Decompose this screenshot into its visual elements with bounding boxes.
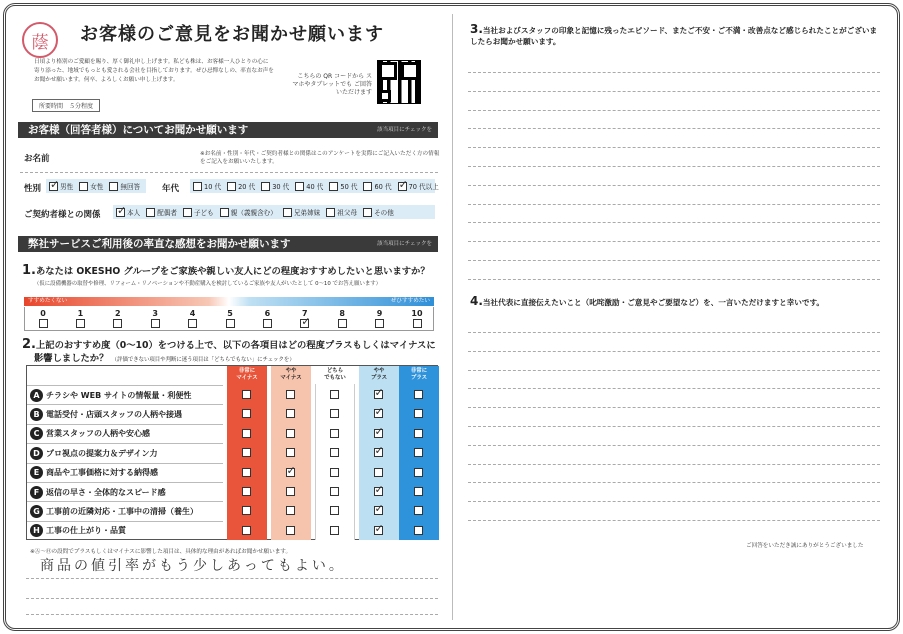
name-label: お名前 (24, 154, 50, 164)
age-checkbox[interactable] (261, 182, 270, 191)
matrix-checkbox[interactable] (242, 526, 251, 535)
matrix-cell[interactable] (271, 521, 311, 540)
matrix-checkbox[interactable] (330, 429, 339, 438)
relation-options (113, 205, 435, 219)
age-option[interactable] (363, 181, 391, 191)
age-checkbox[interactable] (295, 182, 304, 191)
answer-line (26, 598, 438, 599)
score-option[interactable] (295, 309, 315, 328)
matrix-cell[interactable] (315, 463, 355, 482)
matrix-cell[interactable] (359, 443, 399, 462)
matrix-checkbox[interactable] (374, 487, 383, 496)
matrix-cell[interactable] (399, 482, 439, 501)
matrix-row (27, 501, 223, 520)
age-option-label: 30 代 (272, 183, 290, 191)
matrix-checkbox[interactable] (286, 409, 295, 418)
matrix-cell[interactable] (271, 385, 311, 404)
score-option[interactable] (332, 309, 352, 328)
matrix-checkbox[interactable] (414, 409, 423, 418)
section2-hint: 該当項目にチェックを (377, 241, 432, 247)
time-badge: 所要時間 ５分程度 (32, 99, 100, 112)
answer-line[interactable] (468, 370, 880, 371)
age-option[interactable] (227, 181, 255, 191)
matrix-cell[interactable] (271, 482, 311, 501)
matrix-checkbox[interactable] (330, 468, 339, 477)
matrix-checkbox[interactable] (374, 429, 383, 438)
matrix-cell[interactable] (315, 385, 355, 404)
answer-line[interactable] (468, 72, 880, 73)
matrix-checkbox[interactable] (286, 468, 295, 477)
seal-stamp: 蔭 (22, 22, 58, 58)
answer-line[interactable] (468, 185, 880, 186)
matrix-cell[interactable] (227, 482, 267, 501)
matrix-checkbox[interactable] (330, 390, 339, 399)
answer-line[interactable] (468, 426, 880, 427)
matrix-cell[interactable] (359, 404, 399, 423)
name-line[interactable] (20, 172, 438, 173)
score-number: 10 (411, 309, 423, 318)
score-option[interactable] (370, 309, 390, 328)
score-checkbox[interactable] (338, 319, 347, 328)
matrix-checkbox[interactable] (414, 468, 423, 477)
matrix-cell[interactable] (271, 501, 311, 520)
row-label: プロ視点の提案力＆デザイン力 (46, 448, 158, 458)
matrix-checkbox[interactable] (286, 390, 295, 399)
answer-line (26, 614, 438, 615)
gender-option[interactable] (79, 181, 103, 191)
matrix-cell[interactable] (315, 404, 355, 423)
age-label: 年代 (162, 184, 180, 194)
matrix-cell[interactable] (271, 424, 311, 443)
answer-line[interactable] (468, 332, 880, 333)
relation-option-label: その他 (374, 209, 394, 217)
matrix-checkbox[interactable] (242, 429, 251, 438)
matrix-cell[interactable] (227, 521, 267, 540)
score-option[interactable] (33, 309, 53, 328)
age-option-label: 50 代 (340, 183, 358, 191)
answer-line[interactable] (468, 91, 880, 92)
answer-line[interactable] (468, 166, 880, 167)
relation-option-label: 配偶者 (157, 209, 177, 217)
score-number: 5 (227, 309, 233, 318)
row-label: 工事前の近隣対応・工事中の清掃（養生） (46, 506, 198, 516)
column-divider (452, 14, 453, 620)
answer-line[interactable] (468, 388, 880, 389)
answer-line[interactable] (468, 351, 880, 352)
gender-option[interactable] (49, 181, 73, 191)
matrix-checkbox[interactable] (242, 468, 251, 477)
matrix-cell[interactable] (399, 501, 439, 520)
q1-text: 1.あなたは OKESHO グループをご家族や親しい友人にどの程度おすすめしたいと思いますか？ (22, 263, 430, 278)
q2-text: 2.上記のおすすめ度（0〜10）をつける上で、以下の各項目はどの程度プラスもしくはマイナスに (22, 337, 436, 352)
relation-option-label: 本人 (127, 209, 141, 217)
row-letter-badge: E (30, 466, 43, 479)
age-option[interactable] (295, 181, 323, 191)
row-letter-badge: A (30, 389, 43, 402)
matrix-checkbox[interactable] (242, 409, 251, 418)
age-option-label: 70 代以上 (408, 183, 439, 191)
matrix-cell[interactable] (399, 424, 439, 443)
age-option-label: 20 代 (238, 183, 256, 191)
matrix-row (27, 385, 223, 404)
qr-code[interactable] (377, 60, 421, 104)
answer-line[interactable] (468, 222, 880, 223)
relation-option[interactable] (183, 207, 214, 217)
score-option[interactable] (108, 309, 128, 328)
age-option[interactable] (398, 181, 439, 191)
answer-line[interactable] (468, 464, 880, 465)
answer-line[interactable] (468, 279, 880, 280)
relation-checkbox[interactable] (326, 208, 335, 217)
q2-footnote: ※Ⓐ〜Ⓗの設問でプラスもしくはマイナスに影響した項目は、具体的な理由があればお聞かせ願います。 (30, 549, 292, 555)
matrix-checkbox[interactable] (242, 487, 251, 496)
row-label: 電話受付・店頭スタッフの人柄や接遇 (46, 409, 182, 419)
relation-checkbox[interactable] (146, 208, 155, 217)
gender-label: 性別 (24, 184, 42, 194)
score-checkbox[interactable] (375, 319, 384, 328)
matrix-checkbox[interactable] (414, 526, 423, 535)
intro-text: 日頃より格別のご愛顧を賜り、厚く御礼申し上げます。私ども株は、お客様一人ひとりの心に寄り添った、地域でもっとも愛される会社を目指しております。ぜひ忌憚なしの、率直なお声をお聞かせ願います。何卒、よろしくお願い申し上げます。 (34, 59, 274, 83)
row-letter-badge: B (30, 408, 43, 421)
answer-line[interactable] (468, 204, 880, 205)
row-label: 営業スタッフの人柄や安心感 (46, 429, 150, 439)
matrix-cell[interactable] (399, 404, 439, 423)
age-checkbox[interactable] (398, 182, 407, 191)
matrix-checkbox[interactable] (414, 506, 423, 515)
age-options (190, 179, 439, 193)
age-option-label: 10 代 (204, 183, 222, 191)
matrix-cell[interactable] (315, 501, 355, 520)
impact-matrix (26, 365, 438, 540)
matrix-column-header: やや マイナス (271, 366, 311, 384)
relation-option[interactable] (283, 207, 320, 217)
score-number: 4 (189, 309, 196, 318)
row-letter-badge: F (30, 486, 43, 499)
qr-caption: こちらの QR コードから スマホやタブレットでも ご回答いただけます (292, 73, 372, 96)
score-option[interactable] (220, 309, 240, 328)
matrix-checkbox[interactable] (374, 526, 383, 535)
q2-text2: 影響しましたか？ （評価できない項目や判断に迷う項目は「どちらでもない」にチェックを） (34, 353, 295, 364)
matrix-cell[interactable] (399, 443, 439, 462)
row-label: 返信の早さ・全体的なスピード感 (46, 487, 166, 497)
answer-line (26, 578, 438, 579)
matrix-cell[interactable] (227, 424, 267, 443)
matrix-cell[interactable] (227, 385, 267, 404)
score-number: 7 (302, 309, 308, 318)
matrix-checkbox[interactable] (374, 506, 383, 515)
matrix-checkbox[interactable] (414, 390, 423, 399)
answer-line[interactable] (468, 520, 880, 521)
score-checkbox[interactable] (113, 319, 122, 328)
score-checkbox[interactable] (413, 319, 422, 328)
score-number: 9 (376, 309, 383, 318)
relation-option[interactable] (220, 207, 277, 217)
matrix-cell[interactable] (271, 443, 311, 462)
matrix-checkbox[interactable] (286, 448, 295, 457)
matrix-checkbox[interactable] (242, 390, 251, 399)
matrix-cell[interactable] (359, 501, 399, 520)
gender-checkbox[interactable] (49, 182, 58, 191)
age-option[interactable] (261, 181, 289, 191)
matrix-checkbox[interactable] (330, 409, 339, 418)
matrix-row (27, 424, 223, 443)
score-checkbox[interactable] (39, 319, 48, 328)
age-option-label: 60 代 (374, 183, 392, 191)
age-option[interactable] (329, 181, 357, 191)
gender-option-label: 女性 (90, 183, 104, 191)
score-number: 2 (115, 309, 121, 318)
row-letter-badge: C (30, 427, 43, 440)
score-number: 3 (152, 309, 158, 318)
q4-text: 4.当社代表に直接伝えたいこと（叱咤激励・ご意見やご要望など）を、一言いただけますと幸いです。 (470, 294, 825, 308)
age-checkbox[interactable] (329, 182, 338, 191)
gender-option[interactable] (109, 181, 140, 191)
relation-checkbox[interactable] (220, 208, 229, 217)
score-option[interactable] (70, 309, 90, 328)
score-option[interactable] (183, 309, 203, 328)
answer-line[interactable] (468, 407, 880, 408)
relation-label: ご契約者様との関係 (24, 210, 101, 220)
matrix-checkbox[interactable] (414, 448, 423, 457)
row-letter-badge: D (30, 447, 43, 460)
matrix-checkbox[interactable] (286, 429, 295, 438)
gender-option-label: 無回答 (120, 183, 141, 191)
matrix-row (27, 404, 223, 423)
score-option[interactable] (257, 309, 277, 328)
matrix-cell[interactable] (359, 463, 399, 482)
section2-title: 弊社サービスご利用後の率直な感想をお聞かせ願います (28, 238, 291, 250)
q3-text: 3.当社およびスタッフの印象と記憶に残ったエピソード、またご不安・ご不満・改善点など感じられたことがございましたらお聞かせ願います。 (470, 22, 878, 46)
section1-hint: 該当項目にチェックを (377, 127, 432, 133)
matrix-cell[interactable] (315, 521, 355, 540)
matrix-cell[interactable] (315, 482, 355, 501)
matrix-cell[interactable] (359, 385, 399, 404)
relation-checkbox[interactable] (363, 208, 372, 217)
gender-checkbox[interactable] (109, 182, 118, 191)
relation-option-label: 兄弟姉妹 (293, 209, 321, 217)
section1-title: お客様（回答者様）についてお聞かせ願います (28, 124, 249, 136)
matrix-checkbox[interactable] (330, 526, 339, 535)
score-number: 1 (77, 309, 84, 318)
gender-checkbox[interactable] (79, 182, 88, 191)
score-checkbox[interactable] (151, 319, 160, 328)
row-label: チラシや WEB サイトの情報量・利便性 (46, 390, 192, 400)
relation-option-label: 親（義親含む） (230, 209, 277, 217)
matrix-row (27, 463, 223, 482)
relation-option[interactable] (146, 207, 177, 217)
answer-line[interactable] (468, 110, 880, 111)
matrix-cell[interactable] (315, 424, 355, 443)
score-number: 0 (40, 309, 46, 318)
age-option[interactable] (193, 181, 221, 191)
q1-sub: （仮に設備機器の取替や修理、リフォーム・リノベーションや不動産購入を検討しているご家族や友人がいたとして 0〜10 でお答え願います） (34, 281, 382, 287)
answer-line[interactable] (468, 482, 880, 483)
matrix-column-header: 非常に マイナス (227, 366, 267, 384)
relation-checkbox[interactable] (183, 208, 192, 217)
answer-line[interactable] (468, 260, 880, 261)
gender-option-label: 男性 (60, 183, 74, 191)
matrix-cell[interactable] (359, 482, 399, 501)
relation-option-label: 祖父母 (337, 209, 358, 217)
age-option-label: 40 代 (306, 183, 324, 191)
section1-header (18, 122, 438, 138)
age-checkbox[interactable] (363, 182, 372, 191)
matrix-checkbox[interactable] (242, 506, 251, 515)
matrix-cell[interactable] (399, 385, 439, 404)
matrix-checkbox[interactable] (286, 487, 295, 496)
row-letter-badge: H (30, 524, 43, 537)
answer-line[interactable] (468, 445, 880, 446)
row-label: 工事の仕上がり・品質 (46, 526, 126, 536)
matrix-checkbox[interactable] (414, 487, 423, 496)
matrix-cell[interactable] (227, 443, 267, 462)
handwritten-answer[interactable]: 商品の値引率がもう少しあってもよい。 (40, 558, 346, 574)
matrix-column-header: 非常に プラス (399, 366, 439, 384)
matrix-cell[interactable] (315, 443, 355, 462)
matrix-checkbox[interactable] (374, 468, 383, 477)
score-checkbox[interactable] (76, 319, 85, 328)
matrix-checkbox[interactable] (242, 448, 251, 457)
score-checkbox[interactable] (263, 319, 272, 328)
relation-option[interactable] (363, 207, 394, 217)
matrix-cell[interactable] (227, 501, 267, 520)
matrix-cell[interactable] (359, 424, 399, 443)
score-gradient: すすめたくない ぜひすすめたい (24, 297, 434, 306)
matrix-row (27, 482, 223, 501)
matrix-cell[interactable] (271, 404, 311, 423)
answer-line[interactable] (468, 501, 880, 502)
matrix-cell[interactable] (399, 463, 439, 482)
section2-header (18, 236, 438, 252)
relation-checkbox[interactable] (283, 208, 292, 217)
answer-line[interactable] (468, 241, 880, 242)
row-letter-badge: G (30, 505, 43, 518)
age-checkbox[interactable] (193, 182, 202, 191)
matrix-cell[interactable] (271, 463, 311, 482)
matrix-checkbox[interactable] (286, 506, 295, 515)
name-note: ※お名前・性別・年代・ご契約者様との関係はこのアンケートを実際にご記入いただく方の情報をご記入をお願いいたします。 (200, 151, 440, 165)
matrix-checkbox[interactable] (330, 448, 339, 457)
matrix-checkbox[interactable] (374, 409, 383, 418)
matrix-cell[interactable] (227, 404, 267, 423)
score-number: 6 (264, 309, 271, 318)
matrix-row (27, 443, 223, 462)
relation-option[interactable] (326, 207, 357, 217)
matrix-cell[interactable] (399, 521, 439, 540)
relation-option[interactable] (116, 207, 140, 217)
matrix-checkbox[interactable] (286, 526, 295, 535)
thanks-text: ご回答をいただき誠にありがとうございました (746, 543, 864, 549)
relation-checkbox[interactable] (116, 208, 125, 217)
score-scale (24, 307, 434, 331)
age-checkbox[interactable] (227, 182, 236, 191)
score-checkbox[interactable] (300, 319, 309, 328)
relation-option-label: 子ども (193, 209, 214, 217)
score-checkbox[interactable] (188, 319, 197, 328)
matrix-row (27, 521, 223, 540)
matrix-checkbox[interactable] (374, 390, 383, 399)
score-checkbox[interactable] (226, 319, 235, 328)
matrix-checkbox[interactable] (414, 429, 423, 438)
matrix-cell[interactable] (227, 463, 267, 482)
score-option[interactable] (145, 309, 165, 328)
score-option[interactable] (407, 309, 427, 328)
matrix-column-header: やや プラス (359, 366, 399, 384)
matrix-checkbox[interactable] (374, 448, 383, 457)
row-label: 商品や工事価格に対する納得感 (46, 468, 158, 478)
answer-line[interactable] (468, 128, 880, 129)
matrix-column-header: どちら でもない (315, 366, 355, 384)
gender-options (46, 179, 146, 193)
matrix-checkbox[interactable] (330, 487, 339, 496)
score-number: 8 (339, 309, 345, 318)
matrix-checkbox[interactable] (330, 506, 339, 515)
matrix-cell[interactable] (359, 521, 399, 540)
answer-line[interactable] (468, 147, 880, 148)
page-title: お客様のご意見をお聞かせ願います (80, 24, 384, 45)
